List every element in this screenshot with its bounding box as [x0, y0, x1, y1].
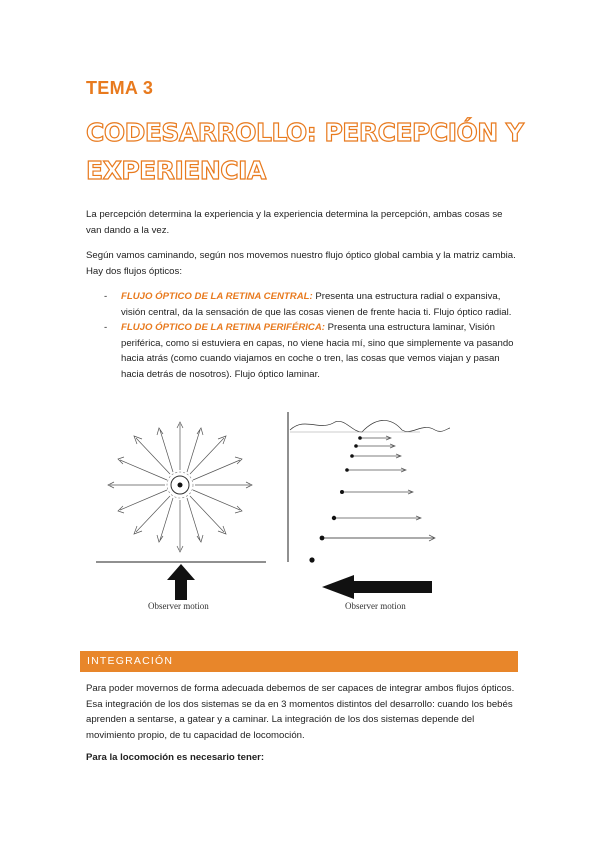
integration-paragraph: Para poder movernos de forma adecuada debemos de ser capaces de integrar ambos flujos ópticos. Esa integración de los dos sistemas se da en 3 momentos distintos del desarrollo: cuando los bebés aprenden a sentarse, a gatear y a caminar. La integración de los dos sistemas depende del movimiento propio, de tu capacidad de locomoción.	[86, 683, 515, 741]
bullet-dash: -	[104, 322, 108, 333]
right-caption: Observer motion	[345, 601, 406, 611]
page-title: CODESARROLLO: PERCEPCIÓN Y EXPERIENCIA	[86, 118, 524, 185]
topic-number: TEMA 3	[86, 78, 154, 98]
left-arrow-icon	[322, 575, 432, 599]
up-arrow-icon	[167, 564, 195, 600]
text-periferica: Presenta una estructura laminar, Visión periférica, como si estuviera en capas, no viene hacia mí, sino que simplemente va pasando hacia atrás (como cuando viajamos en coche o tren, las cosas que vemos viajan y pasan hacia detrás de nosotros). Flujo óptico laminar.	[121, 322, 514, 380]
laminar-arrows	[322, 436, 435, 541]
bullet-dash: -	[104, 291, 108, 302]
intro-paragraph-2: Según vamos caminando, según nos movemos nuestro flujo óptico global cambia y la matriz cambia. Hay dos flujos ópticos:	[86, 250, 516, 277]
locomotion-lead: Para la locomoción es necesario tener:	[86, 752, 265, 763]
text-central: Presenta una estructura radial o expansiva, visión central, da la sensación de que las cosas vienen de frente hacia ti. Flujo óptico radial.	[121, 291, 512, 318]
focus-dot	[178, 483, 183, 488]
intro-paragraph-1: La percepción determina la experiencia y la experiencia determina la percepción, ambas cosas se van dando a la vez.	[86, 209, 503, 236]
list-item-periferica	[104, 320, 518, 382]
list-item-central	[104, 289, 518, 320]
optical-flow-list	[104, 289, 518, 382]
laminar-flow-diagram	[288, 412, 450, 563]
optical-flow-figure	[90, 410, 450, 620]
section-heading-band	[80, 651, 518, 672]
radial-flow-diagram	[96, 422, 266, 562]
section-heading: INTEGRACIÓN	[87, 655, 174, 667]
left-caption: Observer motion	[148, 601, 209, 611]
term-periferica: FLUJO ÓPTICO DE LA RETINA PERIFÉRICA:	[121, 322, 325, 333]
laminar-dots	[309, 436, 361, 562]
term-central: FLUJO ÓPTICO DE LA RETINA CENTRAL:	[121, 291, 313, 302]
